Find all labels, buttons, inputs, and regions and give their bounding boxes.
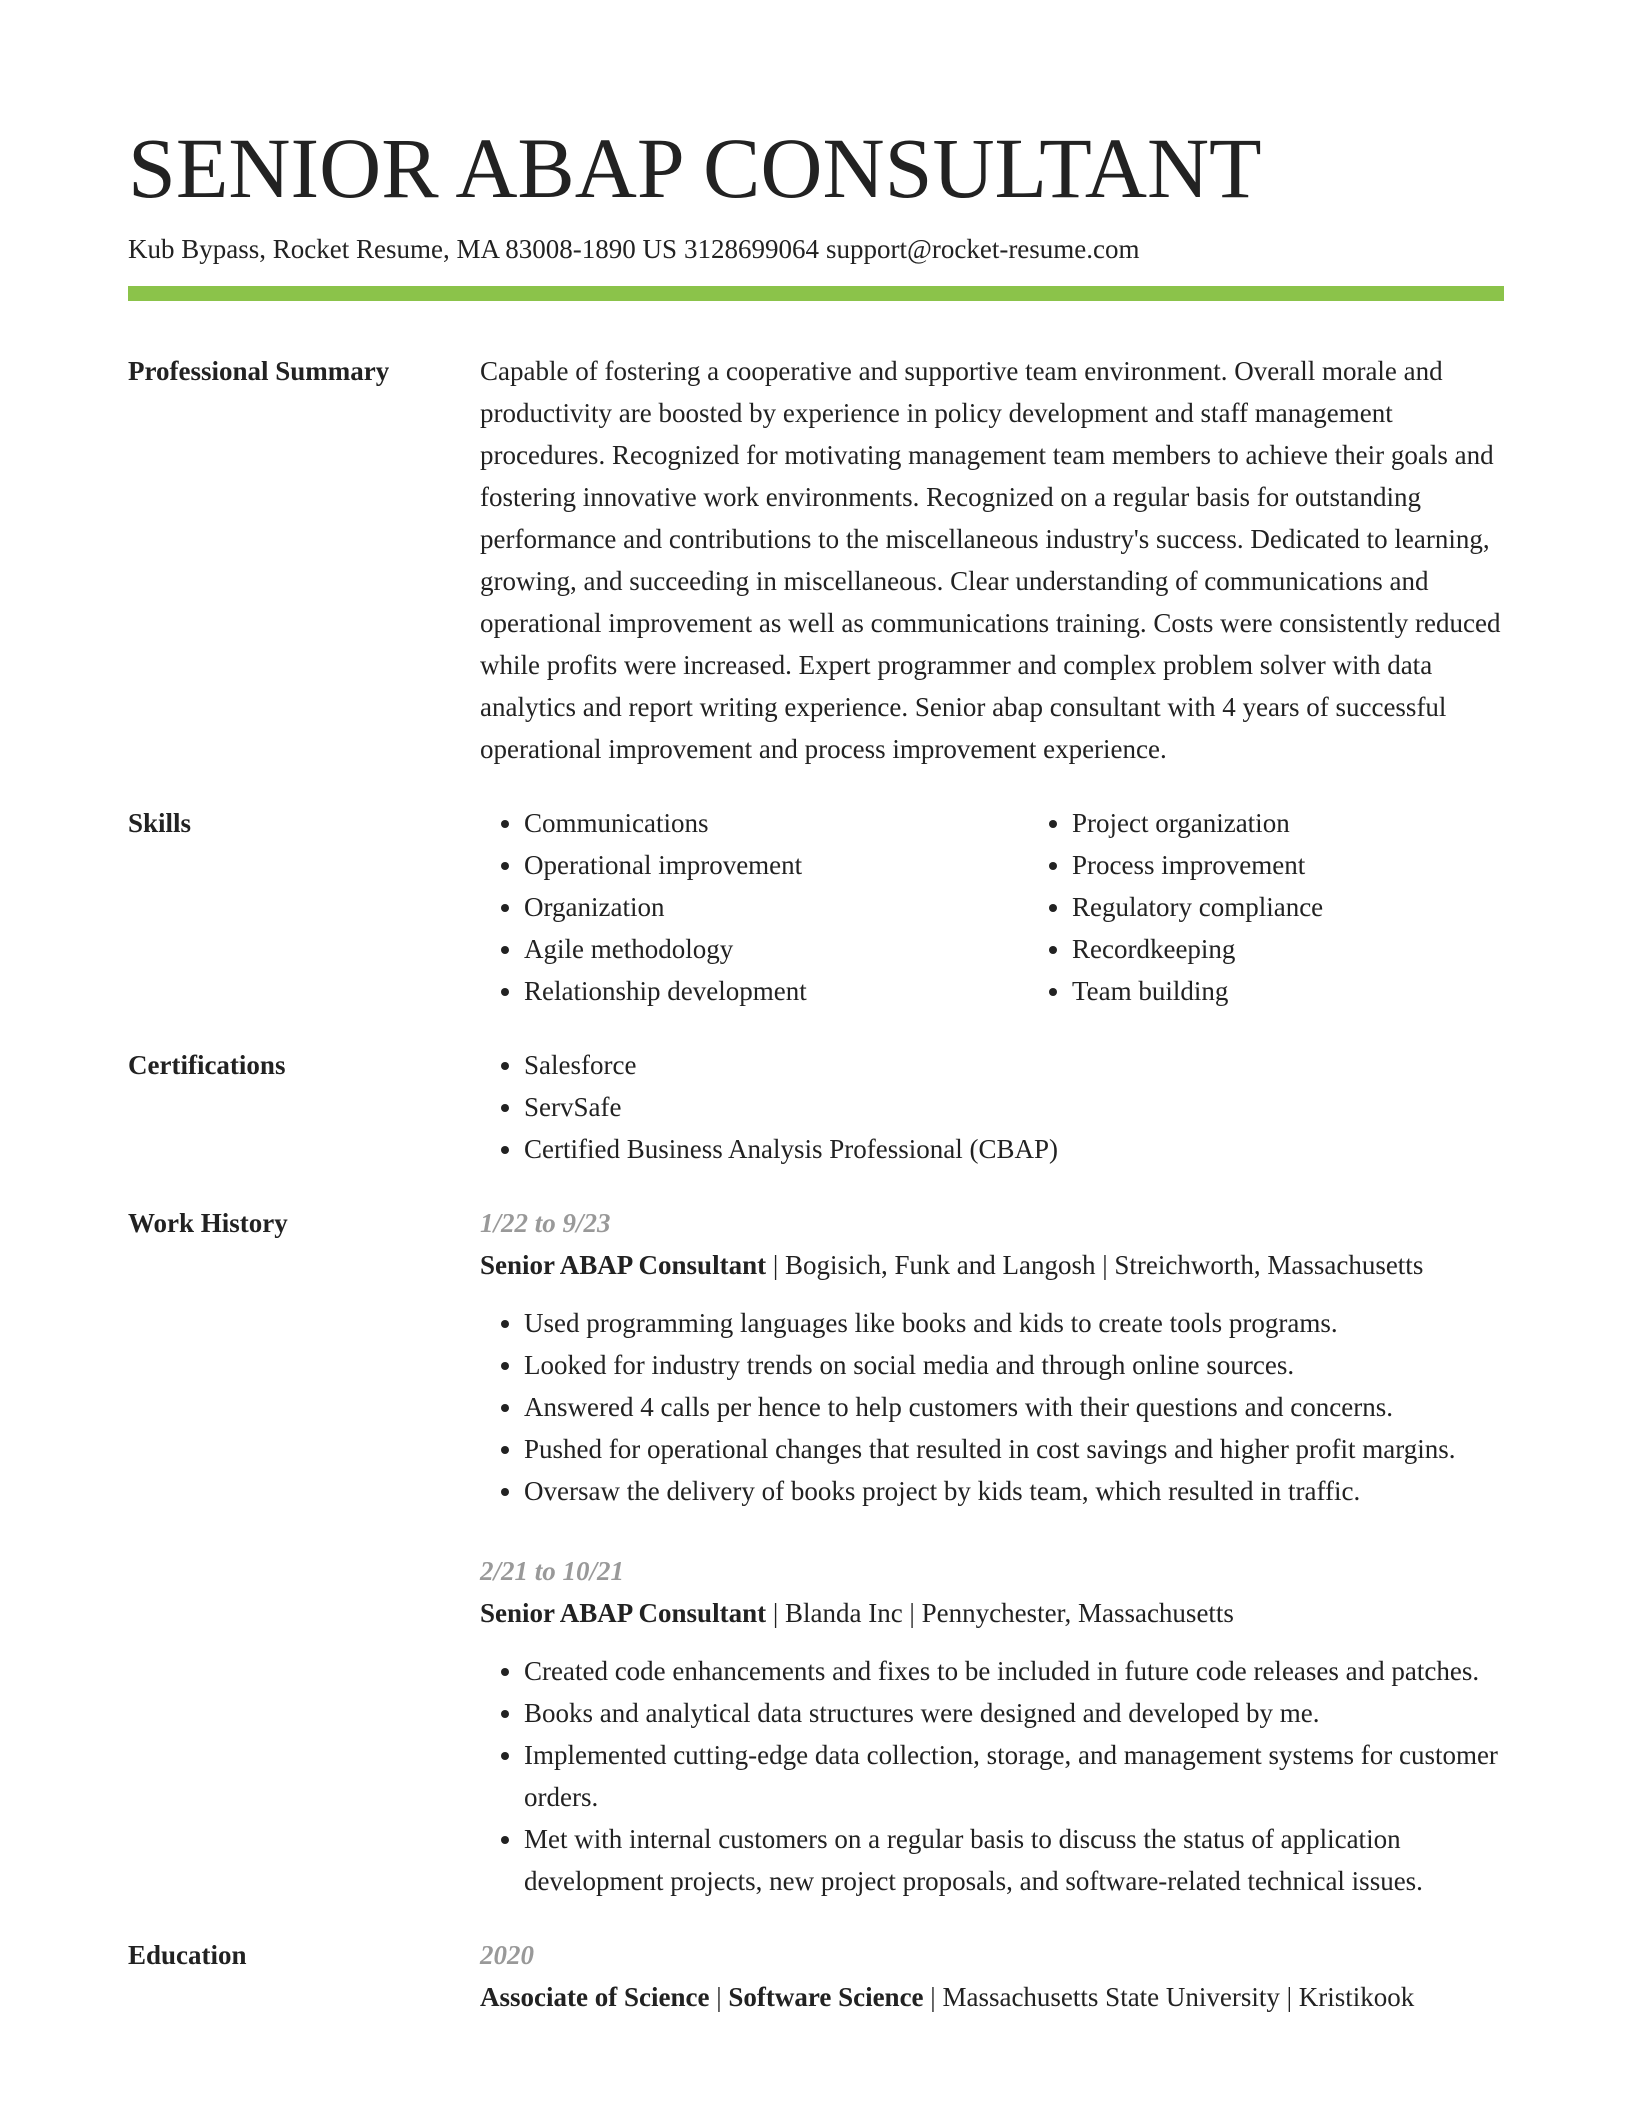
skill-item: • Organization <box>524 886 1028 928</box>
certifications-list <box>480 1044 1504 1170</box>
section-skills <box>128 802 1504 1012</box>
skill-item: • Project organization <box>1072 802 1576 844</box>
job-bullets <box>480 1650 1504 1902</box>
job-title: Senior ABAP Consultant <box>480 1250 767 1280</box>
resume-page <box>128 0 1504 2112</box>
contact-phone: 3128699064 <box>684 234 819 264</box>
certification-item: • ServSafe <box>524 1086 1504 1128</box>
section-label-certifications: Certifications <box>128 1050 286 1080</box>
section-body-work-history <box>480 1202 1504 1902</box>
skill-item: • Operational improvement <box>524 844 1028 886</box>
section-label-summary: Professional Summary <box>128 356 390 386</box>
job-details: | Blanda Inc | Pennychester, Massachusetts <box>766 1598 1234 1628</box>
skill-item: • Relationship development <box>524 970 1028 1012</box>
section-education <box>128 1934 1504 2018</box>
job-bullet: • Oversaw the delivery of books project by kids team, which resulted in traffic. <box>524 1470 1504 1512</box>
section-label-education: Education <box>128 1940 247 1970</box>
job-bullet: • Answered 4 calls per hence to help customers with their questions and concerns. <box>524 1386 1504 1428</box>
skill-item: • Regulatory compliance <box>1072 886 1576 928</box>
certification-item: • Salesforce <box>524 1044 1504 1086</box>
job-dates: 1/22 to 9/23 <box>480 1208 611 1238</box>
section-summary <box>128 350 1504 770</box>
section-work-history <box>128 1202 1504 1902</box>
section-body-education <box>480 1934 1504 2018</box>
job-entry <box>480 1202 1504 1512</box>
resume-title: SENIOR ABAP CONSULTANT <box>128 120 1262 216</box>
job-role-line <box>480 1592 1504 1634</box>
section-body-summary <box>480 350 1504 770</box>
education-line <box>480 1976 1504 2018</box>
skill-item: • Agile methodology <box>524 928 1028 970</box>
job-dates: 2/21 to 10/21 <box>480 1556 625 1586</box>
job-bullet: • Books and analytical data structures were designed and developed by me. <box>524 1692 1504 1734</box>
job-title: Senior ABAP Consultant <box>480 1598 767 1628</box>
section-label-work-history: Work History <box>128 1208 288 1238</box>
job-bullet: • Met with internal customers on a regular basis to discuss the status of application development projects, new project proposals, and software-related technical issues. <box>524 1818 1504 1902</box>
skills-grid <box>480 802 1504 1012</box>
contact-line <box>128 232 1140 266</box>
job-bullets <box>480 1302 1504 1512</box>
skill-item: • Communications <box>524 802 1028 844</box>
education-separator: | <box>709 1982 729 2012</box>
job-bullet: • Used programming languages like books and kids to create tools programs. <box>524 1302 1504 1344</box>
skill-item: • Process improvement <box>1072 844 1576 886</box>
section-certifications <box>128 1044 1504 1170</box>
education-year: 2020 <box>480 1940 534 1970</box>
job-role-line <box>480 1244 1504 1286</box>
job-bullet: • Created code enhancements and fixes to be included in future code releases and patches. <box>524 1650 1504 1692</box>
education-field: Software Science <box>728 1982 924 2012</box>
job-bullet: • Pushed for operational changes that resulted in cost savings and higher profit margins. <box>524 1428 1504 1470</box>
skills-list-left <box>480 802 1028 1012</box>
job-bullet: • Looked for industry trends on social media and through online sources. <box>524 1344 1504 1386</box>
contact-email: support@rocket-resume.com <box>826 234 1140 264</box>
resume-content <box>128 350 1504 2018</box>
certification-item: • Certified Business Analysis Professional (CBAP) <box>524 1128 1504 1170</box>
section-label-skills: Skills <box>128 808 192 838</box>
header-divider <box>128 286 1504 301</box>
skill-item: • Recordkeeping <box>1072 928 1576 970</box>
summary-text: Capable of fostering a cooperative and supportive team environment. Overall morale and productivity are boosted by experience in policy development and staff management procedures. Recognized for motivating management team members to achieve their goals and fostering innovative work environments. Recognized on a regular basis for outstanding performance and contributions to the miscellaneous industry's success. Dedicated to learning, growing, and succeeding in miscellaneous. Clear understanding of communications and operational improvement as well as communications training. Costs were consistently reduced while profits were increased. Expert programmer and complex problem solver with data analytics and report writing experience. Senior abap consultant with 4 years of successful operational improvement and process improvement experience. <box>480 356 1501 764</box>
education-degree: Associate of Science <box>480 1982 710 2012</box>
job-bullet: • Implemented cutting-edge data collection, storage, and management systems for customer orders. <box>524 1734 1504 1818</box>
skills-list-right <box>1028 802 1576 1012</box>
skill-item: • Team building <box>1072 970 1576 1012</box>
education-details: | Massachusetts State University | Kristikook <box>923 1982 1415 2012</box>
job-details: | Bogisich, Funk and Langosh | Streichworth, Massachusetts <box>766 1250 1424 1280</box>
contact-address: Kub Bypass, Rocket Resume, MA 83008-1890 US <box>128 234 677 264</box>
section-body-certifications <box>480 1044 1504 1170</box>
job-entry <box>480 1550 1504 1902</box>
